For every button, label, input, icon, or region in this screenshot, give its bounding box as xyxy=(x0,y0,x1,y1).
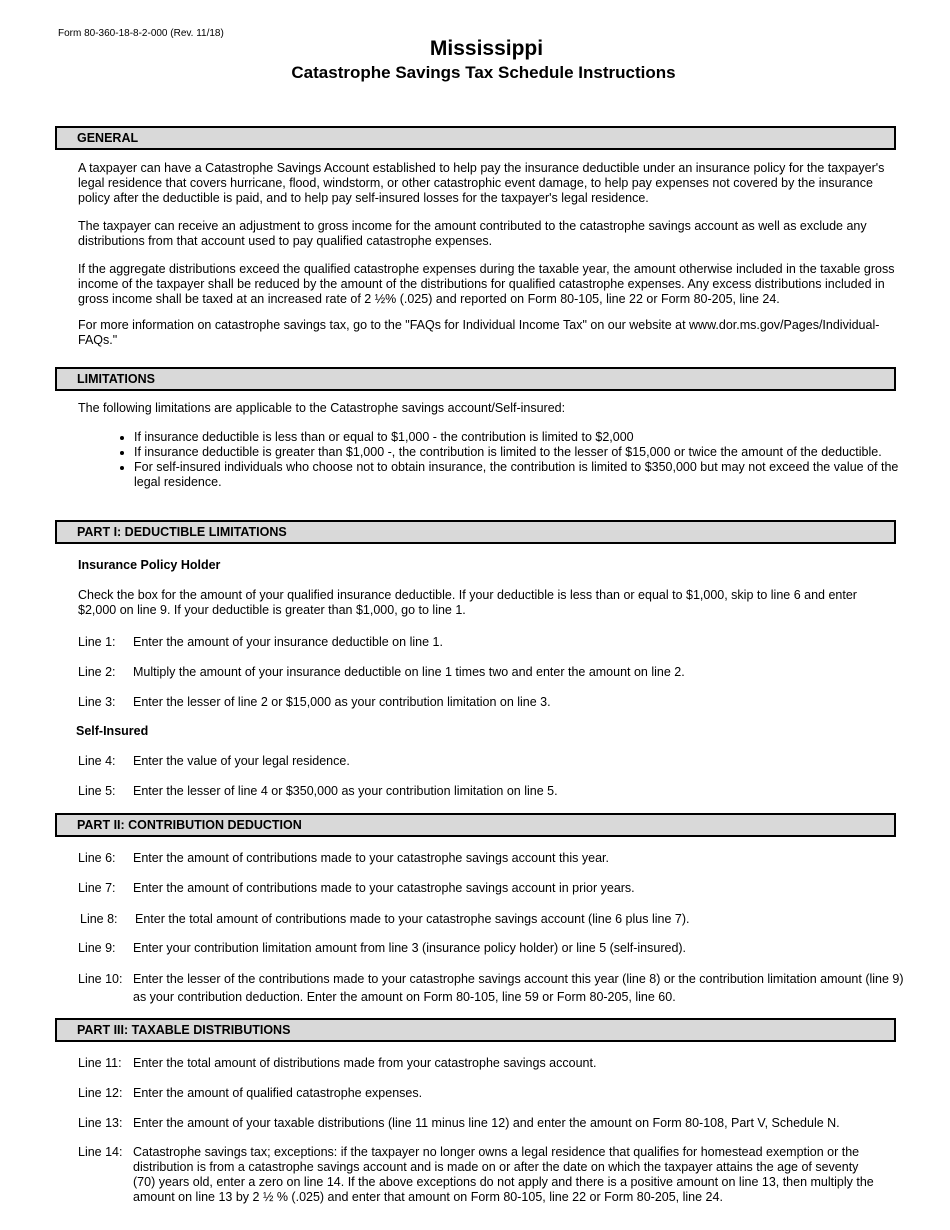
line-label: Line 3: xyxy=(78,695,116,709)
line-text: Enter the total amount of contributions made to your catastrophe savings account (line 6 plus line 7). xyxy=(135,912,690,926)
line-label: Line 7: xyxy=(78,881,116,895)
instruction-line-3 xyxy=(78,695,908,710)
section-general-header xyxy=(55,126,896,150)
line-label: Line 6: xyxy=(78,851,116,865)
section-heading: PART II: CONTRIBUTION DEDUCTION xyxy=(77,818,302,832)
instruction-line-1 xyxy=(78,635,908,650)
page-subtitle: Catastrophe Savings Tax Schedule Instructions xyxy=(291,63,676,82)
line-label: Line 5: xyxy=(78,784,116,798)
limitations-list xyxy=(100,430,904,490)
section-limitations-header xyxy=(55,367,896,391)
list-item: • For self-insured individuals who choose not to obtain insurance, the contribution is limited to $350,000 but may not exceed the value of the legal residence. xyxy=(134,460,904,490)
line-text: Enter the amount of your taxable distributions (line 11 minus line 12) and enter the amount on Form 80-108, Part V, Schedule N. xyxy=(133,1116,840,1130)
insurance-policy-holder-subheading: Insurance Policy Holder xyxy=(78,558,221,572)
section-heading: PART I: DEDUCTIBLE LIMITATIONS xyxy=(77,525,287,539)
section-heading: GENERAL xyxy=(77,131,139,145)
line-text: Enter the lesser of line 4 or $350,000 as your contribution limitation on line 5. xyxy=(133,784,558,798)
general-paragraph-2: The taxpayer can receive an adjustment to gross income for the amount contributed to the catastrophe savings account as well as exclude any distributions from that account used to pay qualified catastrophe expenses. xyxy=(78,219,867,248)
line-label: Line 9: xyxy=(78,941,116,955)
list-item: • If insurance deductible is less than or equal to $1,000 - the contribution is limited to $2,000 xyxy=(134,430,904,445)
self-insured-subheading: Self-Insured xyxy=(76,724,149,738)
limitations-intro: The following limitations are applicable to the Catastrophe savings account/Self-insured: xyxy=(78,401,566,415)
instruction-line-2 xyxy=(78,665,908,680)
section-part1-header xyxy=(55,520,896,544)
line-label: Line 1: xyxy=(78,635,116,649)
line-text: Enter the amount of contributions made to your catastrophe savings account this year. xyxy=(133,851,609,865)
page-title: Mississippi xyxy=(429,37,544,60)
line-text: Enter the lesser of line 2 or $15,000 as your contribution limitation on line 3. xyxy=(133,695,551,709)
line-label: Line 13: xyxy=(78,1116,123,1130)
section-part3-header xyxy=(55,1018,896,1042)
section-heading: PART III: TAXABLE DISTRIBUTIONS xyxy=(77,1023,291,1037)
form-number: Form 80-360-18-8-2-000 (Rev. 11/18) xyxy=(58,28,224,39)
part1-intro: Check the box for the amount of your qualified insurance deductible. If your deductible is less than or equal to $1,000, skip to line 6 and enter $2,000 on line 9. If your deductible is greater than $1,000, go to line 1. xyxy=(78,588,857,617)
line-text: Enter the value of your legal residence. xyxy=(133,754,350,768)
line-label: Line 2: xyxy=(78,665,116,679)
instruction-line-11 xyxy=(78,1056,908,1071)
list-item: • If insurance deductible is greater than $1,000 -, the contribution is limited to the lesser of $15,000 or twice the amount of the deductible. xyxy=(134,445,904,460)
instruction-line-12 xyxy=(78,1086,908,1101)
instruction-line-8 xyxy=(80,912,910,927)
instruction-line-10 xyxy=(78,970,908,1006)
line-text: Enter the amount of contributions made to your catastrophe savings account in prior years. xyxy=(133,881,635,895)
instruction-line-13 xyxy=(78,1116,908,1131)
line-text: Enter your contribution limitation amount from line 3 (insurance policy holder) or line 5 (self-insured). xyxy=(133,941,687,955)
line-label: Line 8: xyxy=(80,912,118,926)
line-label: Line 11: xyxy=(78,1056,122,1070)
line-text: Enter the total amount of distributions made from your catastrophe savings account. xyxy=(133,1056,597,1070)
line-label: Line 4: xyxy=(78,754,116,768)
instruction-line-4 xyxy=(78,754,908,769)
line-text: Enter the amount of qualified catastrophe expenses. xyxy=(133,1086,423,1100)
general-paragraph-4: For more information on catastrophe savings tax, go to the "FAQs for Individual Income Tax" on our website at www.dor.ms.gov/Pages/Individual-FAQs." xyxy=(78,318,880,347)
general-paragraph-1: A taxpayer can have a Catastrophe Savings Account established to help pay the insurance deductible under an insurance policy for the taxpayer's legal residence that covers hurricane, flood, windstorm, or other catastrophic event damage, to help pay expenses not covered by the insurance policy after the deductible is paid, and to help pay self-insured losses for the taxpayer's legal residence. xyxy=(78,161,885,205)
instruction-line-9 xyxy=(78,941,908,956)
section-part2-header xyxy=(55,813,896,837)
general-paragraph-3: If the aggregate distributions exceed the qualified catastrophe expenses during the taxable year, the amount otherwise included in the taxable gross income of the taxpayer shall be reduced by the amount of the distributions for qualified catastrophe expenses. Any excess distributions included in gross income shall be taxed at an increased rate of 2 ½% (.025) and reported on Form 80-105, line 22 or Form 80-205, line 24. xyxy=(78,262,895,306)
instruction-line-6 xyxy=(78,851,908,866)
line-text: Enter the lesser of the contributions made to your catastrophe savings account this year (line 8) or the contribution limitation amount (line 9) as your contribution deduction. Enter the amount on Form 80-105, line 59 or Form 80-205, line 60. xyxy=(133,972,904,1004)
line-label: Line 10: xyxy=(78,972,123,986)
instruction-line-14 xyxy=(78,1145,878,1205)
line-label: Line 14: xyxy=(78,1145,123,1159)
line-text: Enter the amount of your insurance deductible on line 1. xyxy=(133,635,443,649)
line-text: Multiply the amount of your insurance deductible on line 1 times two and enter the amount on line 2. xyxy=(133,665,685,679)
line-text: Catastrophe savings tax; exceptions: if the taxpayer no longer owns a legal residence that qualifies for homestead exemption or the distribution is from a catastrophe savings account and is made on or after the date on which the taxpayer attains the age of seventy (70) years old, enter a zero on line 14. If the above exceptions do not apply and there is a positive amount on line 13, then multiply the amount on line 13 by 2 ½ % (.025) and enter that amount on Form 80-105, line 22 or Form 80-205, line 24. xyxy=(133,1145,874,1204)
section-heading: LIMITATIONS xyxy=(77,372,155,386)
instruction-line-5 xyxy=(78,784,908,799)
line-label: Line 12: xyxy=(78,1086,123,1100)
instruction-line-7 xyxy=(78,881,908,896)
